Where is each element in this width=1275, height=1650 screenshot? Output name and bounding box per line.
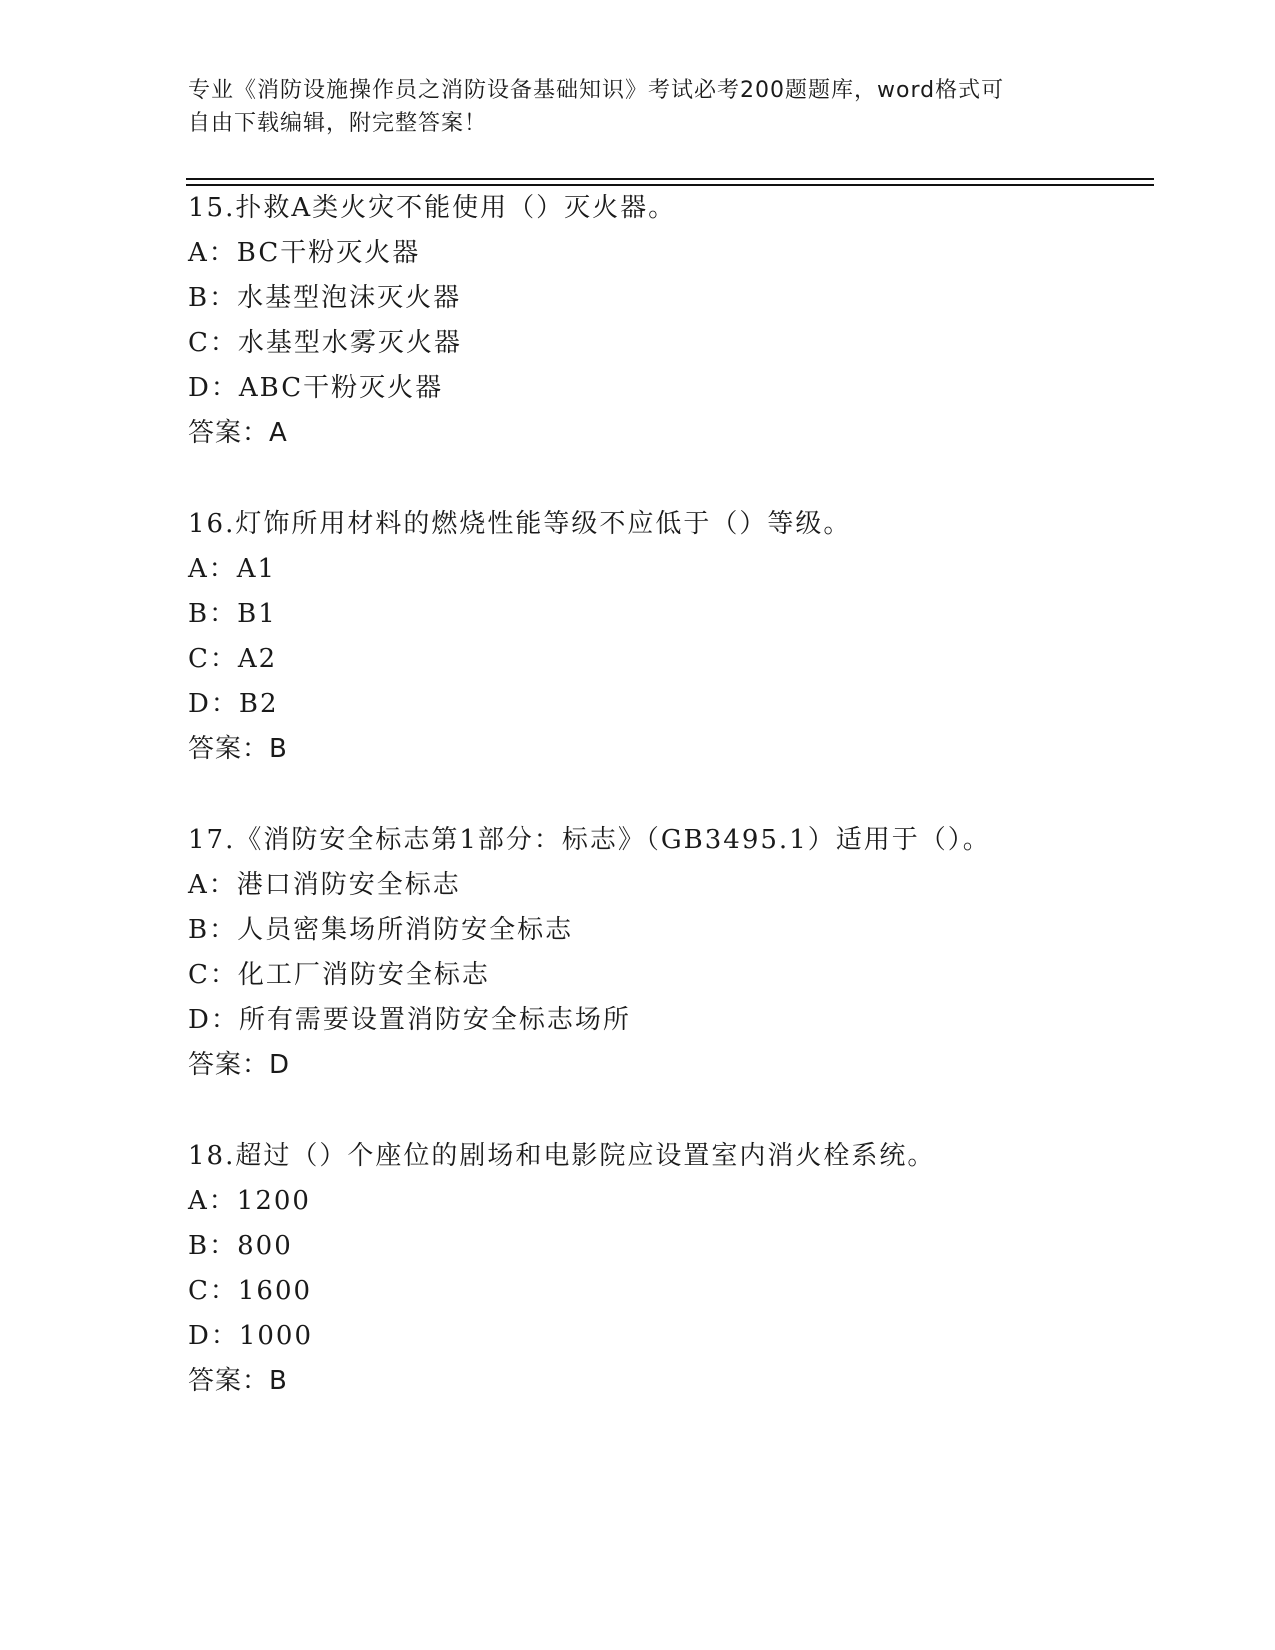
question-stem: 17.《消防安全标志第1部分：标志》（GB3495.1）适用于（）。 <box>188 825 991 855</box>
option-a: A：港口消防安全标志 <box>188 870 461 900</box>
option-b: B：人员密集场所消防安全标志 <box>188 915 574 945</box>
document-header <box>188 74 1088 140</box>
option-d: D：B2 <box>188 689 279 719</box>
option-a: A：A1 <box>188 554 277 584</box>
option-a: A：1200 <box>188 1186 311 1216</box>
option-b: B：800 <box>188 1231 293 1261</box>
answer: 答案：B <box>188 734 288 764</box>
header-rule-top <box>186 178 1154 180</box>
question-stem: 18.超过（）个座位的剧场和电影院应设置室内消火栓系统。 <box>188 1141 936 1171</box>
question-15 <box>188 186 1148 456</box>
question-17 <box>188 818 1148 1088</box>
option-c: C：1600 <box>188 1276 313 1306</box>
option-d: D：1000 <box>188 1321 314 1351</box>
header-line-2: 自由下载编辑，附完整答案！ <box>188 111 488 136</box>
header-line-1: 专业《消防设施操作员之消防设备基础知识》考试必考200题题库，word格式可 <box>188 78 1005 103</box>
question-16 <box>188 502 1148 772</box>
question-stem: 16.灯饰所用材料的燃烧性能等级不应低于（）等级。 <box>188 509 852 539</box>
option-c: C：化工厂消防安全标志 <box>188 960 490 990</box>
question-18 <box>188 1134 1148 1404</box>
question-stem: 15.扑救A类火灾不能使用（）灭火器。 <box>188 193 677 223</box>
option-b: B：水基型泡沫灭火器 <box>188 283 462 313</box>
option-b: B：B1 <box>188 599 277 629</box>
answer: 答案：B <box>188 1366 288 1396</box>
option-d: D：所有需要设置消防安全标志场所 <box>188 1005 631 1035</box>
option-c: C：水基型水雾灭火器 <box>188 328 462 358</box>
option-a: A：BC干粉灭火器 <box>188 238 421 268</box>
option-d: D：ABC干粉灭火器 <box>188 373 444 403</box>
answer: 答案：D <box>188 1050 291 1080</box>
answer: 答案：A <box>188 418 288 448</box>
option-c: C：A2 <box>188 644 278 674</box>
